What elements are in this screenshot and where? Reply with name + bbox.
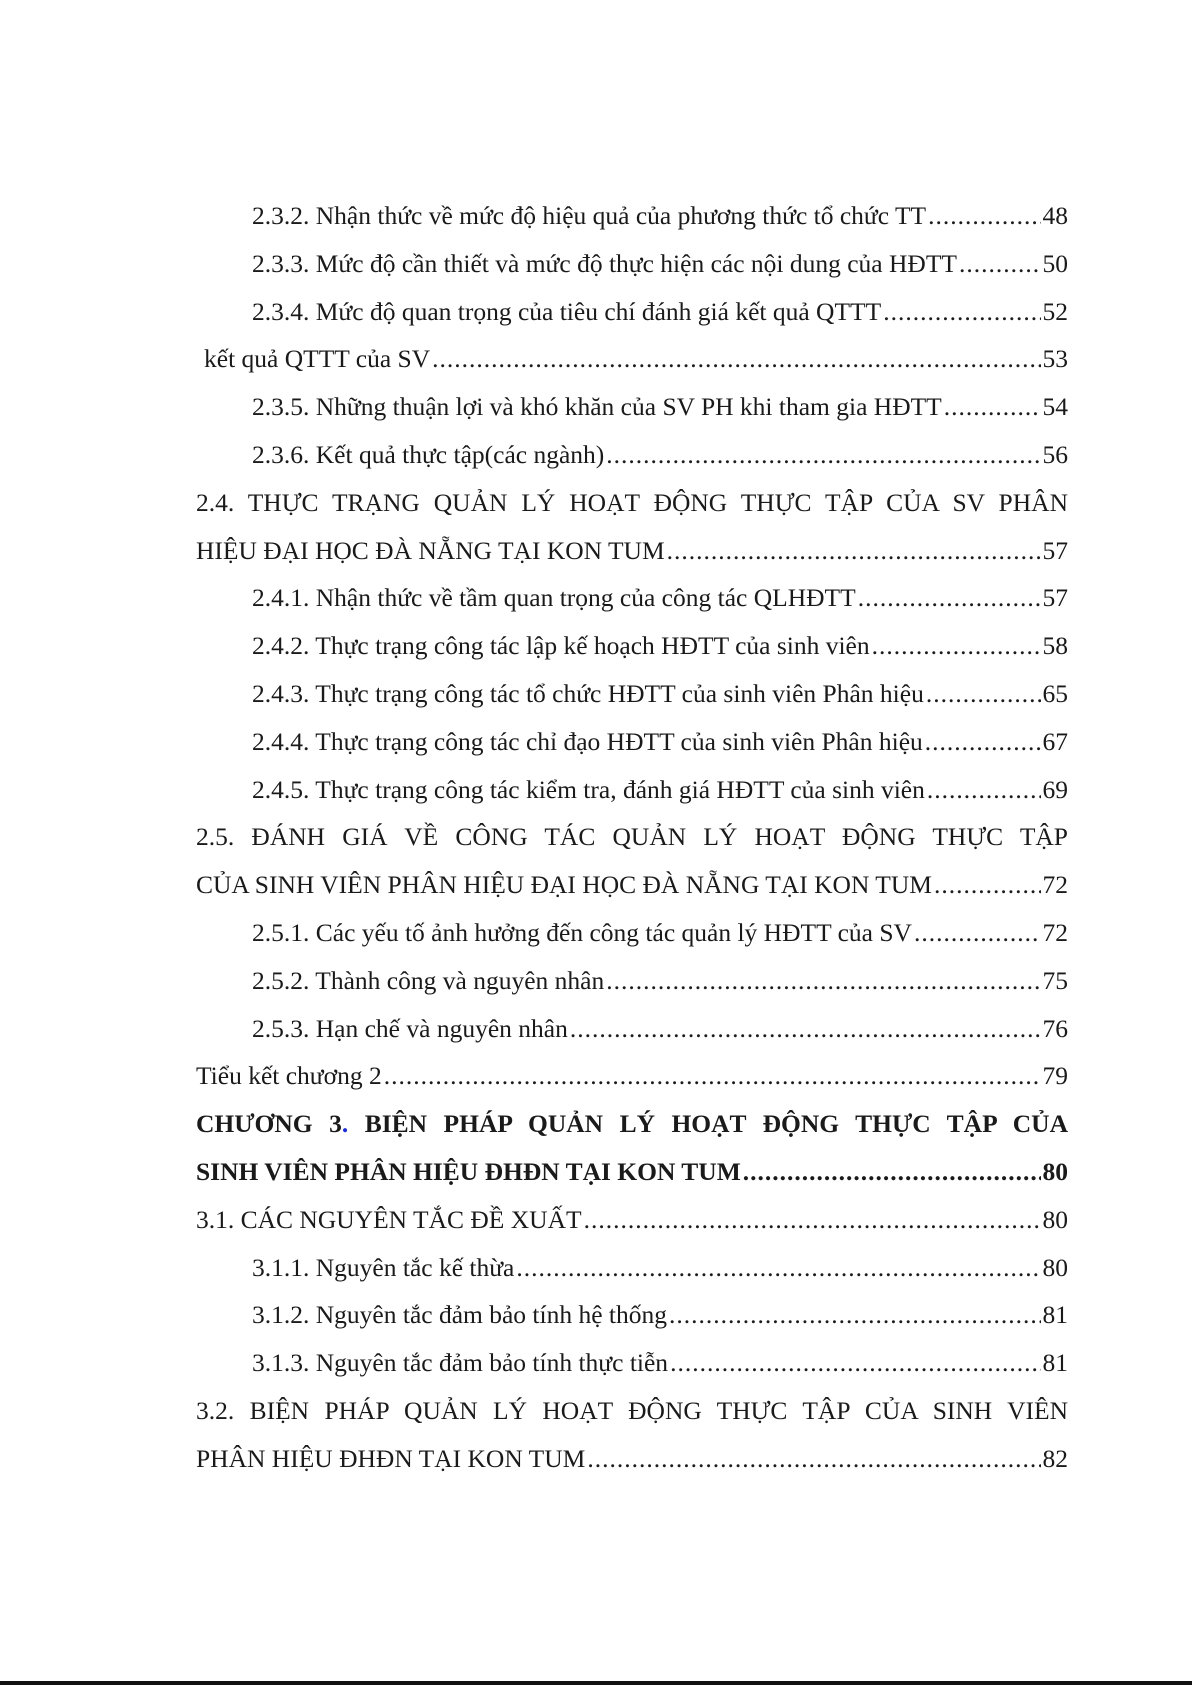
toc-chapter-title-line2: SINH VIÊN PHÂN HIỆU ĐHĐN TẠI KON TUM xyxy=(196,1156,741,1186)
toc-chapter-label: CHƯƠNG 3 xyxy=(196,1109,342,1139)
toc-entry-title: 3.1.2. Nguyên tắc đảm bảo tính hệ thống xyxy=(252,1300,667,1330)
toc-leader-dots xyxy=(925,718,1041,766)
toc-page-number: 69 xyxy=(1042,774,1068,804)
toc-leader-dots xyxy=(928,192,1040,240)
toc-chapter-title-line1 xyxy=(196,1100,1068,1148)
toc-entry[interactable] xyxy=(252,240,1068,288)
toc-page-number: 56 xyxy=(1042,439,1068,469)
toc-section-heading-cont[interactable] xyxy=(196,527,1068,575)
toc-page-number: 48 xyxy=(1042,201,1068,230)
toc-entry[interactable] xyxy=(204,335,1068,383)
toc-page-number: 80 xyxy=(1042,1252,1068,1282)
toc-entry[interactable] xyxy=(252,622,1068,670)
toc-chapter-heading[interactable] xyxy=(196,1100,1068,1148)
toc-entry-title-line1: 2.5. ĐÁNH GIÁ VỀ CÔNG TÁC QUẢN LÝ HOẠT ĐỘNG THỰC TẬP xyxy=(196,822,1068,852)
toc-section-heading[interactable] xyxy=(196,813,1068,861)
toc-entry-title: kết quả QTTT của SV xyxy=(204,344,431,374)
toc-page-number: 81 xyxy=(1042,1300,1068,1330)
toc-page-number: 57 xyxy=(1042,535,1068,565)
toc-page-number: 57 xyxy=(1042,583,1068,613)
toc-entry[interactable] xyxy=(252,1005,1068,1053)
toc-entry[interactable] xyxy=(252,431,1068,479)
toc-entry[interactable] xyxy=(252,1291,1068,1339)
toc-page-number: 80 xyxy=(1042,1204,1068,1234)
toc-entry[interactable] xyxy=(252,288,1068,336)
toc-entry[interactable] xyxy=(252,192,1068,240)
toc-entry[interactable] xyxy=(252,909,1068,957)
toc-entry-title: 2.4.5. Thực trạng công tác kiểm tra, đánh giá HĐTT của sinh viên xyxy=(252,774,925,804)
toc-leader-dots xyxy=(669,1291,1041,1339)
toc-leader-dots xyxy=(606,431,1040,479)
toc-entry-title: 3.1. CÁC NGUYÊN TẮC ĐỀ XUẤT xyxy=(196,1204,582,1234)
toc-section-heading[interactable] xyxy=(196,479,1068,527)
toc-entry-title: Tiểu kết chương 2 xyxy=(196,1061,382,1091)
toc-leader-dots xyxy=(570,1005,1041,1053)
toc-entry-title-line2: PHÂN HIỆU ĐHĐN TẠI KON TUM xyxy=(196,1443,586,1473)
toc-leader-dots xyxy=(872,622,1041,670)
toc-page-number: 54 xyxy=(1042,392,1068,422)
toc-chapter-dot: . xyxy=(341,1109,349,1139)
toc-entry-title-line1: 2.4. THỰC TRẠNG QUẢN LÝ HOẠT ĐỘNG THỰC TẬP CỦA SV PHÂN xyxy=(196,487,1068,517)
toc-page-number: 67 xyxy=(1042,726,1068,756)
toc-entry-title: 3.1.1. Nguyên tắc kế thừa xyxy=(252,1252,515,1282)
toc-leader-dots xyxy=(587,1435,1040,1483)
toc-entry[interactable] xyxy=(252,1244,1068,1292)
toc-entry-title: 2.3.3. Mức độ cần thiết và mức độ thực hiện các nội dung của HĐTT xyxy=(252,248,957,278)
toc-entry-title-line2: CỦA SINH VIÊN PHÂN HIỆU ĐẠI HỌC ĐÀ NẴNG TẠI KON TUM xyxy=(196,870,932,900)
toc-chapter-heading-cont[interactable] xyxy=(196,1148,1068,1196)
toc-page-number: 80 xyxy=(1042,1156,1068,1186)
toc-leader-dots xyxy=(606,957,1040,1005)
toc-chapter-title-rest: BIỆN PHÁP QUẢN LÝ HOẠT ĐỘNG THỰC TẬP CỦA xyxy=(348,1109,1068,1139)
toc-leader-dots xyxy=(927,766,1041,814)
toc-entry-title: 2.3.5. Những thuận lợi và khó khăn của SV PH khi tham gia HĐTT xyxy=(252,392,942,422)
page-bottom-border xyxy=(0,1681,1192,1685)
toc-entry-title: 2.5.2. Thành công và nguyên nhân xyxy=(252,965,605,995)
toc-leader-dots xyxy=(934,861,1041,909)
toc-page-number: 82 xyxy=(1042,1443,1068,1473)
toc-leader-dots xyxy=(384,1052,1041,1100)
toc-entry[interactable] xyxy=(252,670,1068,718)
toc-leader-dots xyxy=(432,335,1040,383)
toc-entry-title: 2.4.1. Nhận thức về tầm quan trọng của công tác QLHĐTT xyxy=(252,583,856,613)
toc-section-heading-cont[interactable] xyxy=(196,1435,1068,1483)
toc-page-number: 58 xyxy=(1042,631,1068,661)
toc-leader-dots xyxy=(944,383,1041,431)
toc-leader-dots xyxy=(743,1148,1041,1196)
toc-leader-dots xyxy=(516,1244,1040,1292)
toc-entry-title: 2.4.2. Thực trạng công tác lập kế hoạch HĐTT của sinh viên xyxy=(252,631,870,661)
toc-entry-title: 2.4.3. Thực trạng công tác tổ chức HĐTT của sinh viên Phân hiệu xyxy=(252,678,924,708)
toc-page-number: 65 xyxy=(1042,678,1068,708)
table-of-contents xyxy=(196,192,1068,1483)
toc-page-number: 50 xyxy=(1042,248,1068,278)
toc-entry[interactable] xyxy=(252,383,1068,431)
toc-leader-dots xyxy=(959,240,1041,288)
toc-entry-title: 2.5.3. Hạn chế và nguyên nhân xyxy=(252,1013,568,1043)
toc-entry[interactable] xyxy=(252,718,1068,766)
toc-entry[interactable] xyxy=(252,766,1068,814)
toc-entry-title: 2.4.4. Thực trạng công tác chỉ đạo HĐTT của sinh viên Phân hiệu xyxy=(252,726,923,756)
toc-entry[interactable] xyxy=(196,1196,1068,1244)
toc-page-number: 81 xyxy=(1042,1348,1068,1378)
toc-leader-dots xyxy=(914,909,1041,957)
toc-entry-title-line1: 3.2. BIỆN PHÁP QUẢN LÝ HOẠT ĐỘNG THỰC TẬP CỦA SINH VIÊN xyxy=(196,1395,1068,1425)
toc-leader-dots xyxy=(584,1196,1041,1244)
toc-page-number: 75 xyxy=(1042,965,1068,995)
toc-leader-dots xyxy=(926,670,1041,718)
toc-entry[interactable] xyxy=(252,574,1068,622)
toc-page-number: 79 xyxy=(1042,1061,1068,1091)
toc-entry-title: 2.3.4. Mức độ quan trọng của tiêu chí đánh giá kết quả QTTT xyxy=(252,296,882,326)
toc-entry[interactable] xyxy=(252,1339,1068,1387)
toc-leader-dots xyxy=(858,574,1041,622)
toc-page-number: 53 xyxy=(1042,344,1068,374)
toc-entry-title-line2: HIỆU ĐẠI HỌC ĐÀ NẴNG TẠI KON TUM xyxy=(196,535,665,565)
toc-section-heading-cont[interactable] xyxy=(196,861,1068,909)
toc-entry-title: 2.5.1. Các yếu tố ảnh hưởng đến công tác quản lý HĐTT của SV xyxy=(252,917,912,947)
toc-section-heading[interactable] xyxy=(196,1387,1068,1435)
toc-entry-title: 2.3.2. Nhận thức về mức độ hiệu quả của phương thức tổ chức TT xyxy=(252,201,927,230)
toc-page-number: 72 xyxy=(1042,917,1068,947)
toc-leader-dots xyxy=(883,288,1040,336)
toc-page-number: 76 xyxy=(1042,1013,1068,1043)
toc-entry[interactable] xyxy=(252,957,1068,1005)
toc-entry[interactable] xyxy=(196,1052,1068,1100)
toc-page-number: 72 xyxy=(1042,870,1068,900)
toc-page-number: 52 xyxy=(1042,296,1068,326)
toc-entry-title: 2.3.6. Kết quả thực tập(các ngành) xyxy=(252,439,605,469)
toc-leader-dots xyxy=(670,1339,1040,1387)
toc-leader-dots xyxy=(667,527,1041,575)
toc-entry-title: 3.1.3. Nguyên tắc đảm bảo tính thực tiễn xyxy=(252,1348,669,1378)
